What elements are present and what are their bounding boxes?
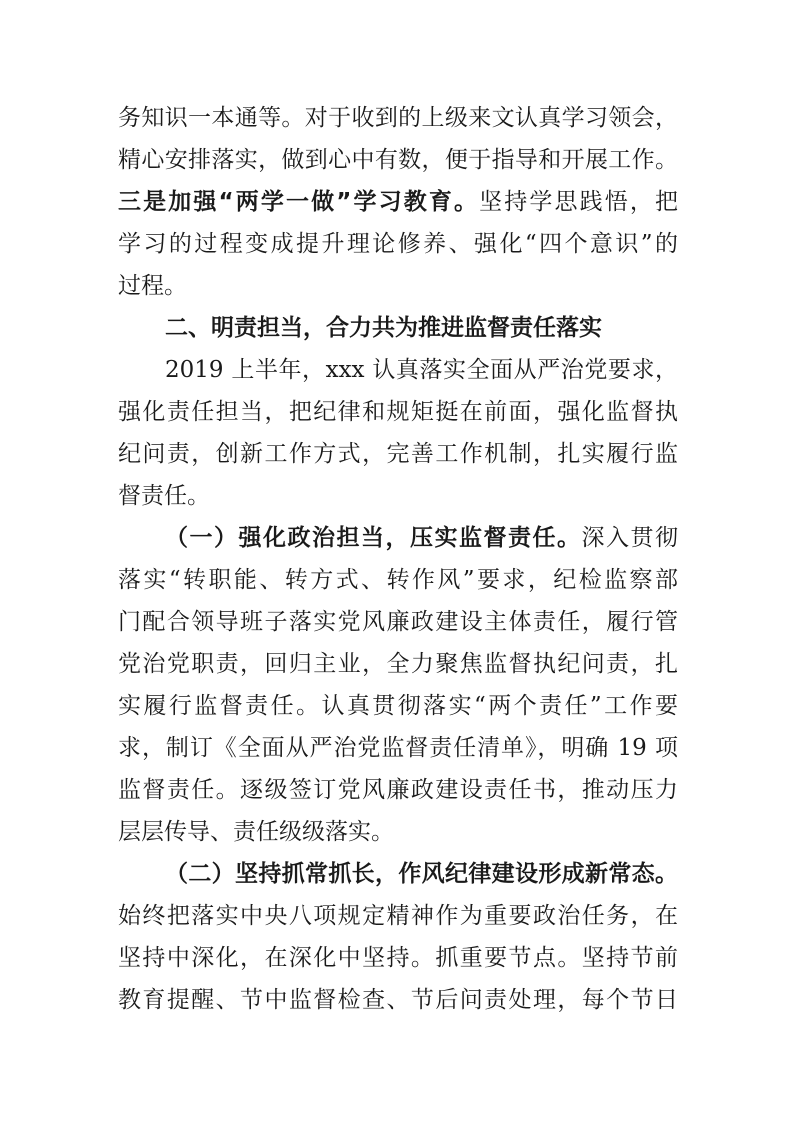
paragraph-line: 坚持中深化，在深化中坚持。抓重要节点。坚持节前	[118, 945, 678, 971]
paragraph-line: 实履行监督责任。认真贯彻落实“两个责任”工作要	[118, 693, 678, 719]
bold-lead-text: 三是加强“两学一做”学习教育。	[118, 189, 480, 215]
section-heading: 二、明责担当，合力共为推进监督责任落实	[165, 315, 602, 341]
paragraph-line	[118, 187, 678, 217]
paragraph-line: 务知识一本通等。对于收到的上级来文认真学习领会，	[118, 105, 678, 131]
bold-lead-text: （一）强化政治担当，压实监督责任。	[165, 525, 582, 551]
paragraph-line: 强化责任担当，把纪律和规矩挺在前面，强化监督执	[118, 399, 678, 425]
paragraph-text: 深入贯彻	[581, 525, 678, 551]
paragraph-text: 坚持学思践悟，把	[479, 189, 678, 215]
paragraph-line: 督责任。	[118, 483, 210, 509]
bold-lead-text: （二）坚持抓常抓长，作风纪律建设形成新常态。	[165, 861, 678, 887]
paragraph-line: 纪问责，创新工作方式，完善工作机制，扎实履行监	[118, 441, 678, 467]
paragraph-line: 落实“转职能、转方式、转作风”要求，纪检监察部	[118, 567, 678, 593]
paragraph-line: 2019 上半年，xxx 认真落实全面从严治党要求，	[165, 357, 678, 383]
paragraph-line: 过程。	[118, 273, 187, 299]
paragraph-line: 学习的过程变成提升理论修养、强化“四个意识”的	[118, 231, 678, 257]
paragraph-line: 始终把落实中央八项规定精神作为重要政治任务，在	[118, 903, 678, 929]
paragraph-line: 门配合领导班子落实党风廉政建设主体责任，履行管	[118, 609, 678, 635]
paragraph-line	[165, 859, 678, 889]
paragraph-line: 层层传导、责任级级落实。	[118, 819, 394, 845]
paragraph-line: 求，制订《全面从严治党监督责任清单》，明确 19 项	[118, 735, 678, 761]
paragraph-line: 教育提醒、节中监督检查、节后问责处理，每个节日	[118, 987, 678, 1013]
paragraph-line: 精心安排落实，做到心中有数，便于指导和开展工作。	[118, 147, 678, 173]
paragraph-line	[165, 523, 678, 553]
paragraph-line: 监督责任。逐级签订党风廉政建设责任书，推动压力	[118, 777, 678, 803]
paragraph-line: 党治党职责，回归主业，全力聚焦监督执纪问责，扎	[118, 651, 678, 677]
